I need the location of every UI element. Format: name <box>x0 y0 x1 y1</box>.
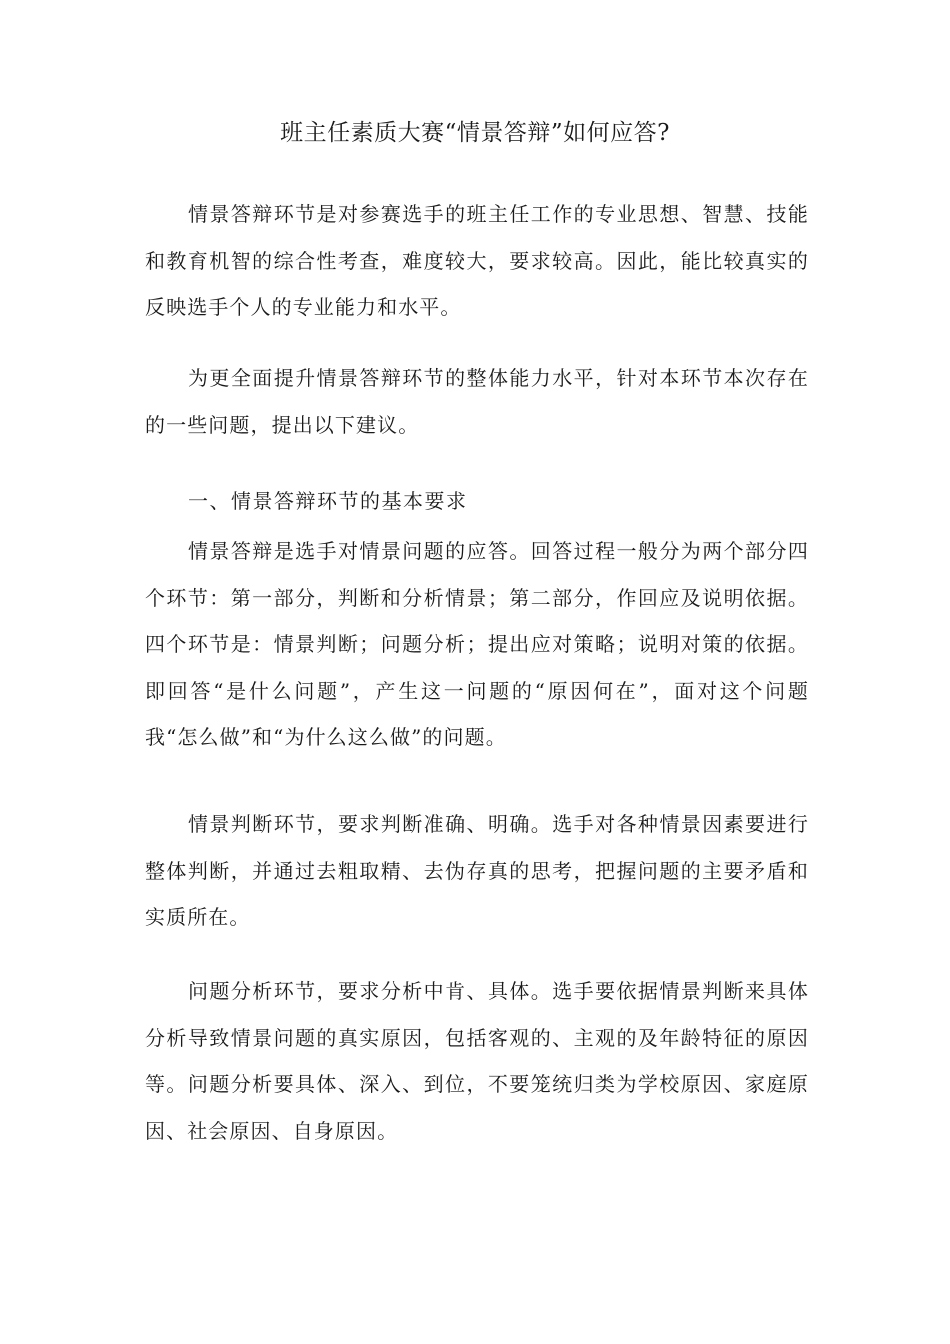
section-paragraph-2: 情景判断环节，要求判断准确、明确。选手对各种情景因素要进行整体判断，并通过去粗取精、去伪存真的思考，把握问题的主要矛盾和实质所在。 <box>145 812 809 929</box>
section-paragraph-1: 情景答辩是选手对情景问题的应答。回答过程一般分为两个部分四个环节：第一部分，判断和分析情景；第二部分，作回应及说明依据。四个环节是：情景判断；问题分析；提出应对策略；说明对策的依据。即回答“是什么问题”，产生这一问题的“原因何在”，面对这个问题我“怎么做”和“为什么这么做”的问题。 <box>145 539 809 749</box>
document-title: 班主任素质大赛“情景答辩”如何应答? <box>280 120 670 146</box>
intro-paragraph-1: 情景答辩环节是对参赛选手的班主任工作的专业思想、智慧、技能和教育机智的综合性考查，难度较大，要求较高。因此，能比较真实的反映选手个人的专业能力和水平。 <box>145 202 809 319</box>
section-heading: 一、情景答辩环节的基本要求 <box>188 489 468 513</box>
section-paragraph-3: 问题分析环节，要求分析中肯、具体。选手要依据情景判断来具体分析导致情景问题的真实原因，包括客观的、主观的及年龄特征的原因等。问题分析要具体、深入、到位，不要笼统归类为学校原因、家庭原因、社会原因、自身原因。 <box>145 979 809 1143</box>
intro-paragraph-2: 为更全面提升情景答辩环节的整体能力水平，针对本环节本次存在的一些问题，提出以下建议。 <box>145 366 809 437</box>
